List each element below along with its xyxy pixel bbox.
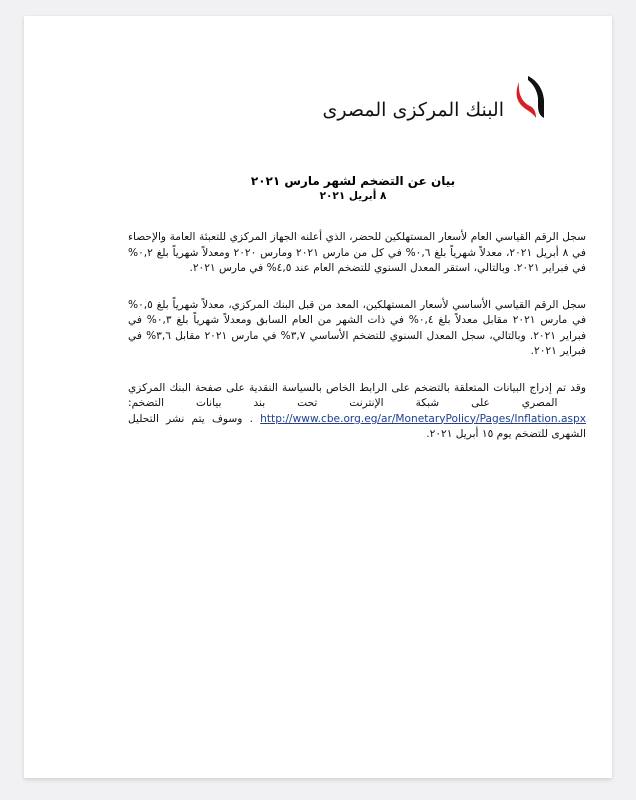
document-title: بيان عن التضخم لشهر مارس ٢٠٢١ xyxy=(250,174,456,188)
document-body xyxy=(128,230,586,464)
bank-name: البنك المركزى المصرى xyxy=(322,99,504,121)
paragraph-core-inflation: سجل الرقم القياسي الأساسي لأسعار المستهلكين، المعد من قبل البنك المركزي، معدلاً شهرياً بلغ ٠,٥% في مارس ٢٠٢١ مقابل معدلاً بلغ ٠,٤% في ذات الشهر من العام السابق ومعدلاً شهرياً بلغ ٠,٣% في فبراير ٢٠٢١. وبالتالي، سجل المعدل السنوي للتضخم الأساسي ٣,٧% في مارس ٢٠٢١ مقابل ٣,٦% في فبراير ٢٠٢١. xyxy=(128,298,587,357)
paragraph-headline-inflation: سجل الرقم القياسي العام لأسعار المستهلكين للحضر، الذي أعلنه الجهاز المركزي للتعبئة العامة والإحصاء في ٨ أبريل ٢٠٢١، معدلاً شهرياً بلغ ٠,٦% في كل من مارس ٢٠٢١ ومارس ٢٠٢٠ ومعدلاً شهرياً بلغ ٠,٢% في فبراير ٢٠٢١. وبالتالي، استقر المعدل السنوي للتضخم العام عند ٤,٥% في مارس ٢٠٢١. xyxy=(128,231,586,274)
cbe-logo-icon xyxy=(510,72,550,124)
document-date: ٨ أبريل ٢٠٢١ xyxy=(319,190,387,202)
inflation-data-link[interactable]: http://www.cbe.org.eg/ar/MonetaryPolicy/Pages/Inflation.aspx xyxy=(260,412,586,425)
document-page xyxy=(24,16,612,778)
paragraph-data-link xyxy=(128,381,586,443)
paragraph-text-after-link: . وسوف يتم نشر التحليل الشهرى للتضخم يوم ١٥ أبريل ٢٠٢١. xyxy=(128,412,586,440)
cbe-logo xyxy=(323,68,550,124)
title-block xyxy=(24,174,612,202)
paragraph-text-before-link: وقد تم إدراج البيانات المتعلقة بالتضخم على الرابط الخاص بالسياسة النقدية على صفحة البنك المركزي المصري على شبكة الإنترنت تحت بند بيانات التضخم: xyxy=(128,381,586,409)
